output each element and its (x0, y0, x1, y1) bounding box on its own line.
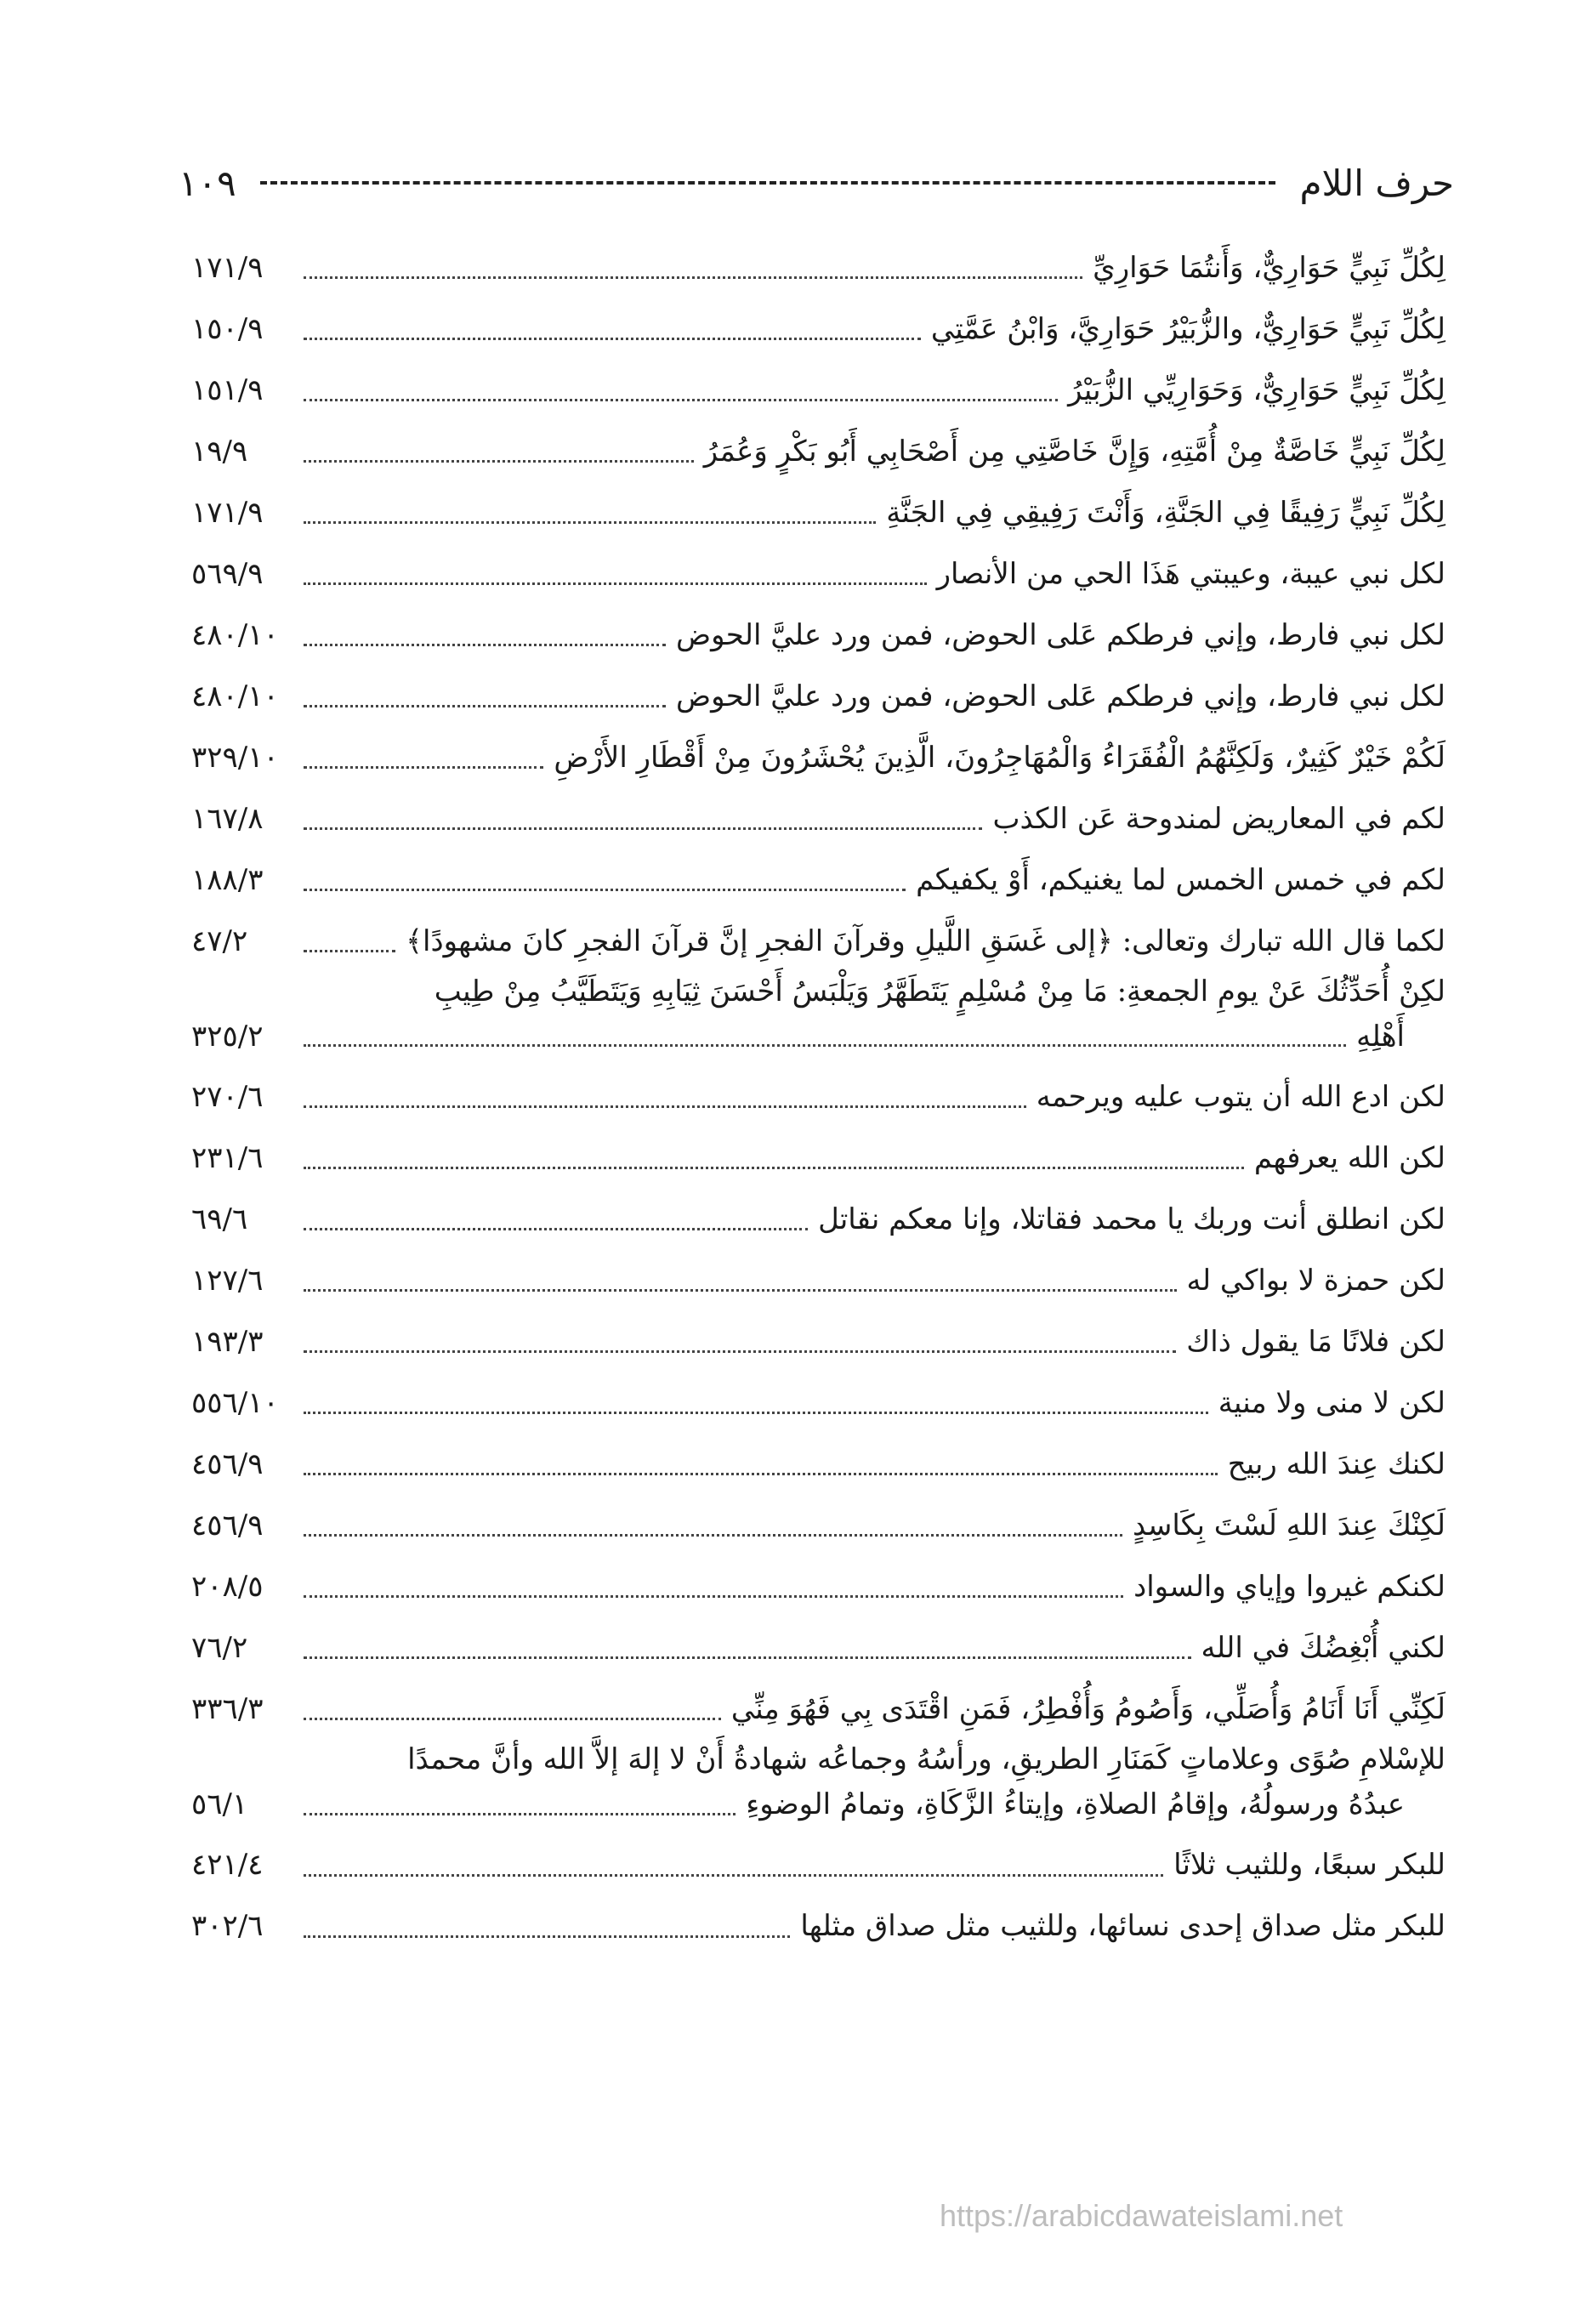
entry-text: لَكُمْ خَيْرٌ كَثِيرٌ، وَلَكِنَّهُمُ الْفُقَرَاءُ وَالْمُهَاجِرُونَ، الَّذِينَ يُحْشَرُونَ مِنْ أَقْطَارِ الأَرْضِ (554, 740, 1445, 775)
dot-leader (304, 1718, 721, 1720)
dot-leader (304, 1350, 1176, 1353)
entry-text: لكِنْ أُحَدِّثُكَ عَنْ يومِ الجمعةِ: مَا مِنْ مُسْلِمٍ يَتَطَهَّرُ وَيَلْبَسُ أَحْسَنَ ثِيَابِهِ وَيَتَطَيَّبُ مِنْ طِيبِ (434, 974, 1445, 1008)
entry-reference: ٧٦/٢ (191, 1630, 248, 1665)
entry-reference: ٣٣٦/٣ (191, 1691, 264, 1726)
dot-leader (304, 521, 876, 524)
entry-reference: ٣٢٥/٢ (191, 1019, 264, 1054)
entry-reference: ١٦٧/٨ (191, 801, 264, 836)
entry-text: لكل نبي عيبة، وعيبتي هَذَا الحي من الأنصار (936, 556, 1445, 591)
entry-reference: ٤٨٠/١٠ (191, 617, 279, 652)
entry-reference: ٥٥٦/١٠ (191, 1385, 279, 1420)
entry-text: لكن ادع الله أن يتوب عليه ويرحمه (1036, 1079, 1445, 1114)
entry-reference: ٤٥٦/٩ (191, 1446, 264, 1481)
entry-text: لكن انطلق أنت وربك يا محمد فقاتلا، وإنا معكم نقاتل (818, 1202, 1445, 1236)
index-entry (191, 352, 1445, 413)
dot-leader (304, 1228, 808, 1230)
entry-reference: ١٩/٩ (191, 434, 248, 469)
index-entry (191, 230, 1445, 291)
dot-leader (304, 1813, 736, 1815)
index-entry (191, 474, 1445, 536)
entry-text: لكل نبي فارط، وإني فرطكم عَلى الحوض، فمن ورد عليَّ الحوض (676, 679, 1445, 713)
entry-text: للبكر مثل صداق إحدى نسائها، وللثيب مثل صداق مثلها (800, 1909, 1445, 1944)
index-entry (191, 1304, 1445, 1365)
index-entry (191, 1120, 1445, 1181)
entry-text: لَكِنِّي أَنَا أَنَامُ وَأُصَلِّي، وَأَصُومُ وَأُفْطِرُ، فَمَنِ اقْتَدَى بِي فَهُوَ مِنِّي (730, 1691, 1445, 1726)
index-entry (191, 1059, 1445, 1120)
entry-continuation: أَهْلِهِ (1356, 1019, 1405, 1054)
entry-reference: ٣٢٩/١٠ (191, 740, 279, 775)
dot-leader (304, 1105, 1026, 1108)
page-number: ١٠٩ (179, 162, 236, 204)
index-entry (191, 1426, 1445, 1487)
dot-leader (304, 338, 921, 340)
entry-reference: ١٩٣/٣ (191, 1324, 264, 1359)
entry-reference: ١٢٧/٦ (191, 1263, 264, 1298)
dot-leader (304, 889, 906, 891)
dot-leader (304, 1874, 1163, 1877)
index-entry (191, 1365, 1445, 1426)
entry-reference: ٤٧/٢ (191, 923, 248, 958)
entry-reference: ٢٣١/٦ (191, 1140, 264, 1175)
dot-leader (304, 582, 927, 585)
dot-leader (304, 1656, 1191, 1659)
dot-leader (304, 1167, 1244, 1169)
entry-text: لِكُلِّ نَبِيٍّ حَوَارِيٌّ، والزُّبَيْرُ حَوَارِيَّ، وَابْنُ عَمَّتِي (930, 311, 1445, 346)
entry-text: لكن فلانًا مَا يقول ذاك (1186, 1324, 1445, 1359)
entry-continuation-row (191, 1782, 1445, 1827)
entry-reference: ٤٥٦/٩ (191, 1508, 264, 1542)
dot-leader (304, 399, 1058, 401)
entry-text: للبكر سبعًا، وللثيب ثلاثًا (1173, 1848, 1445, 1883)
index-entry (191, 536, 1445, 597)
dot-leader (304, 1595, 1123, 1598)
entry-text: لكنك عِندَ الله ربيح (1227, 1446, 1445, 1481)
index-entry (191, 597, 1445, 658)
entry-text: لكن حمزة لا بواكي له (1186, 1263, 1445, 1298)
index-entry (191, 719, 1445, 781)
entry-text: لكم في خمس الخمس لما يغنيكم، أَوْ يكفيكم (916, 862, 1445, 897)
entry-continuation: عبدُهُ ورسولُهُ، وإقامُ الصلاةِ، وإيتاءُ الزَّكَاةِ، وتمامُ الوضوءِ (746, 1787, 1405, 1822)
entry-reference: ٥٦/١ (191, 1787, 248, 1822)
dot-leader (304, 827, 982, 830)
dot-leader (304, 1935, 790, 1938)
entry-text: لِكُلِّ نَبِيٍّ حَوَارِيٌّ، وَأَنتُمَا حَوَارِيِّ (1093, 250, 1445, 285)
index-entry (191, 658, 1445, 719)
dot-leader (304, 1412, 1208, 1414)
index-entry-multiline (191, 964, 1445, 1059)
index-entry (191, 1827, 1445, 1889)
chapter-title: حرف اللام (1299, 162, 1454, 204)
entry-text: لكن الله يعرفهم (1253, 1140, 1445, 1175)
entry-text: للإسْلامِ صُوًى وعلاماتٍ كَمَنَارِ الطريقِ، ورأسُهُ وجماعُه شهادةُ أَنْ لا إلهَ إلاَّ الله وأنَّ محمدًا (407, 1742, 1445, 1777)
entry-reference: ١٧١/٩ (191, 495, 264, 530)
entry-reference: ١٥٠/٩ (191, 311, 264, 346)
dot-leader (304, 460, 694, 463)
header-dashed-rule (260, 181, 1276, 185)
index-entry (191, 842, 1445, 903)
dot-leader (304, 1044, 1346, 1047)
index-entry (191, 1181, 1445, 1242)
page-header (179, 153, 1454, 213)
index-entry (191, 781, 1445, 842)
dot-leader (304, 1534, 1122, 1537)
index-entry (191, 1671, 1445, 1732)
dot-leader (304, 276, 1082, 279)
entry-text: لكنكم غيروا وإياي والسواد (1133, 1569, 1445, 1604)
entry-reference: ٤٨٠/١٠ (191, 679, 279, 713)
dot-leader (304, 766, 543, 769)
entry-text: لكما قال الله تبارك وتعالى: ﴿إلى غَسَقِ اللَّيلِ وقرآنَ الفجرِ إنَّ قرآنَ الفجرِ كانَ مشهودًا﴾ (406, 923, 1445, 958)
entry-reference: ٢٠٨/٥ (191, 1569, 264, 1604)
index-entry (191, 903, 1445, 964)
entry-reference: ٤٢١/٤ (191, 1848, 264, 1883)
dot-leader (304, 644, 666, 646)
entry-reference: ٦٩/٦ (191, 1202, 248, 1236)
dot-leader (304, 705, 666, 707)
entry-text: لكم في المعاريض لمندوحة عَن الكذب (992, 801, 1445, 836)
entry-reference: ٥٦٩/٩ (191, 556, 264, 591)
dot-leader (304, 1289, 1177, 1292)
index-entries (191, 230, 1445, 1950)
index-entry-multiline (191, 1732, 1445, 1827)
entry-reference: ١٧١/٩ (191, 250, 264, 285)
entry-text: لكني أُبْغِضُكَ في الله (1201, 1630, 1445, 1665)
watermark-url: https://arabicdawateislami.net (940, 2198, 1343, 2233)
entry-reference: ٢٧٠/٦ (191, 1079, 264, 1114)
entry-text: لَكِنْكَ عِندَ اللهِ لَسْتَ بِكَاسِدٍ (1133, 1508, 1445, 1542)
entry-text: لِكُلِّ نَبِيٍّ رَفِيقًا فِي الجَنَّةِ، وَأَنْتَ رَفِيقِي فِي الجَنَّةِ (886, 495, 1445, 530)
index-entry (191, 1610, 1445, 1671)
entry-reference: ٣٠٢/٦ (191, 1909, 264, 1944)
entry-reference: ١٥١/٩ (191, 372, 264, 407)
dot-leader (304, 950, 395, 952)
entry-text: لكن لا منى ولا منية (1218, 1385, 1445, 1420)
entry-text: لكل نبي فارط، وإني فرطكم عَلى الحوض، فمن ورد عليَّ الحوض (676, 617, 1445, 652)
entry-text: لِكُلِّ نَبِيٍّ خَاصَّةٌ مِنْ أُمَّتِهِ، وَإِنَّ خَاصَّتِي مِن أَصْحَابِي أَبُو بَكْرٍ وَعُمَرُ (703, 434, 1445, 469)
index-entry (191, 1487, 1445, 1548)
dot-leader (304, 1473, 1218, 1475)
index-entry (191, 1242, 1445, 1304)
index-entry (191, 1548, 1445, 1610)
index-entry (191, 413, 1445, 474)
index-entry (191, 291, 1445, 352)
index-entry (191, 1889, 1445, 1950)
entry-reference: ١٨٨/٣ (191, 862, 264, 897)
entry-text: لِكُلِّ نَبِيٍّ حَوَارِيٌّ، وَحَوَارِيِّي الزُّبَيْرُ (1068, 372, 1445, 407)
entry-continuation-row (191, 1014, 1445, 1060)
